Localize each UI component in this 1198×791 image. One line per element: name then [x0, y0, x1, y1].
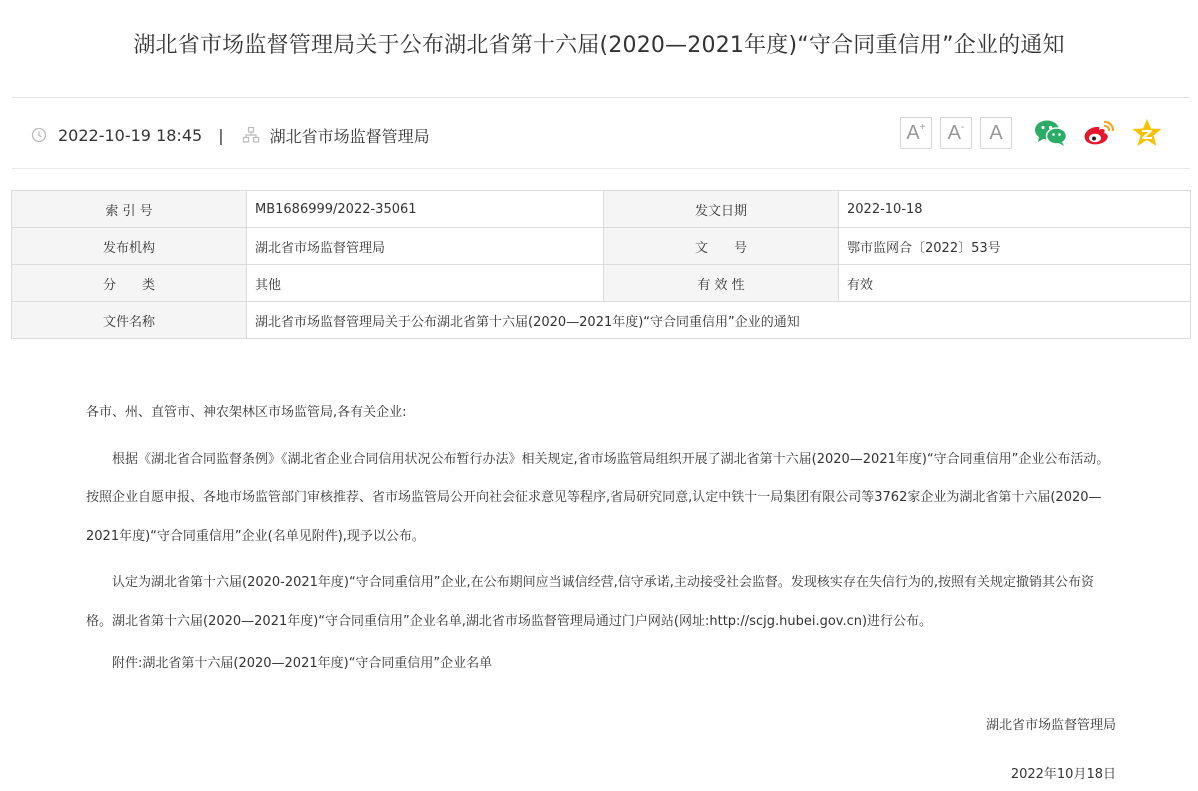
validity-label: 有 效 性	[604, 265, 839, 302]
publisher-name: 湖北省市场监督管理局	[269, 126, 430, 146]
paragraph-1: 根据《湖北省合同监督条例》《湖北省企业合同信用状况公布暂行办法》相关规定,省市场监管局组织开展了湖北省第十六届(2020—2021年度)“守合同重信用”企业公布活动。按照企业自愿申报、各地市场监管部门审核推荐、省市场监管局公开向社会征求意见等程序,省局研究同意,认定中铁十一局集团有限公司等3762家企业为湖北省第十六届(2020—2021年度)“守合同重信用”企业(名单见附件),现予以公布。	[86, 451, 1110, 544]
title-divider	[12, 97, 1190, 98]
index-label: 索 引 号	[12, 191, 247, 228]
font-reset-button[interactable]: A	[980, 117, 1012, 149]
clock-icon	[30, 126, 48, 144]
date-label: 发文日期	[604, 191, 839, 228]
table-row	[12, 228, 1191, 265]
docno-label: 文 号	[604, 228, 839, 265]
date-value: 2022-10-18	[839, 191, 1191, 228]
org-label: 发布机构	[12, 228, 247, 265]
publish-datetime: 2022-10-19 18:45	[58, 125, 203, 145]
attachment-link[interactable]: 附件:湖北省第十六届(2020—2021年度)“守合同重信用”企业名单	[112, 656, 493, 671]
filename-label: 文件名称	[12, 302, 247, 339]
article-body	[86, 394, 1116, 684]
salutation: 各市、州、直管市、神农架林区市场监管局,各有关企业:	[86, 405, 407, 420]
qzone-icon[interactable]	[1130, 118, 1164, 148]
filename-value: 湖北省市场监督管理局关于公布湖北省第十六届(2020—2021年度)“守合同重信用”企业的通知	[247, 302, 1191, 339]
font-increase-button[interactable]: A +	[900, 117, 932, 149]
meta-divider	[12, 168, 1190, 169]
org-icon	[242, 126, 260, 144]
toolbar	[900, 117, 1178, 149]
page-title: 湖北省市场监督管理局关于公布湖北省第十六届(2020—2021年度)“守合同重信用”企业的通知	[133, 33, 1065, 58]
docno-value: 鄂市监网合〔2022〕53号	[839, 228, 1191, 265]
weibo-icon[interactable]	[1082, 118, 1116, 148]
meta-separator: |	[218, 125, 224, 145]
signature: 湖北省市场监督管理局	[985, 718, 1116, 733]
table-row	[12, 191, 1191, 228]
wechat-icon[interactable]	[1034, 118, 1068, 148]
article-meta	[30, 122, 430, 148]
index-value: MB1686999/2022-35061	[247, 191, 604, 228]
table-row	[12, 265, 1191, 302]
document-info-table	[11, 190, 1191, 339]
validity-value: 有效	[839, 265, 1191, 302]
org-value: 湖北省市场监督管理局	[247, 228, 604, 265]
paragraph-2: 认定为湖北省第十六届(2020-2021年度)“守合同重信用”企业,在公布期间应当诚信经营,信守承诺,主动接受社会监督。发现核实存在失信行为的,按照有关规定撤销其公布资格。湖北省第十六届(2020—2021年度)“守合同重信用”企业名单,湖北省市场监督管理局通过门户网站(网址:http://scjg.hubei.gov.cn)进行公布。	[86, 575, 1095, 629]
font-decrease-button[interactable]: A -	[940, 117, 972, 149]
sign-date: 2022年10月18日	[1010, 767, 1116, 782]
share-bar	[1034, 118, 1178, 148]
category-value: 其他	[247, 265, 604, 302]
table-row	[12, 302, 1191, 339]
category-label: 分 类	[12, 265, 247, 302]
